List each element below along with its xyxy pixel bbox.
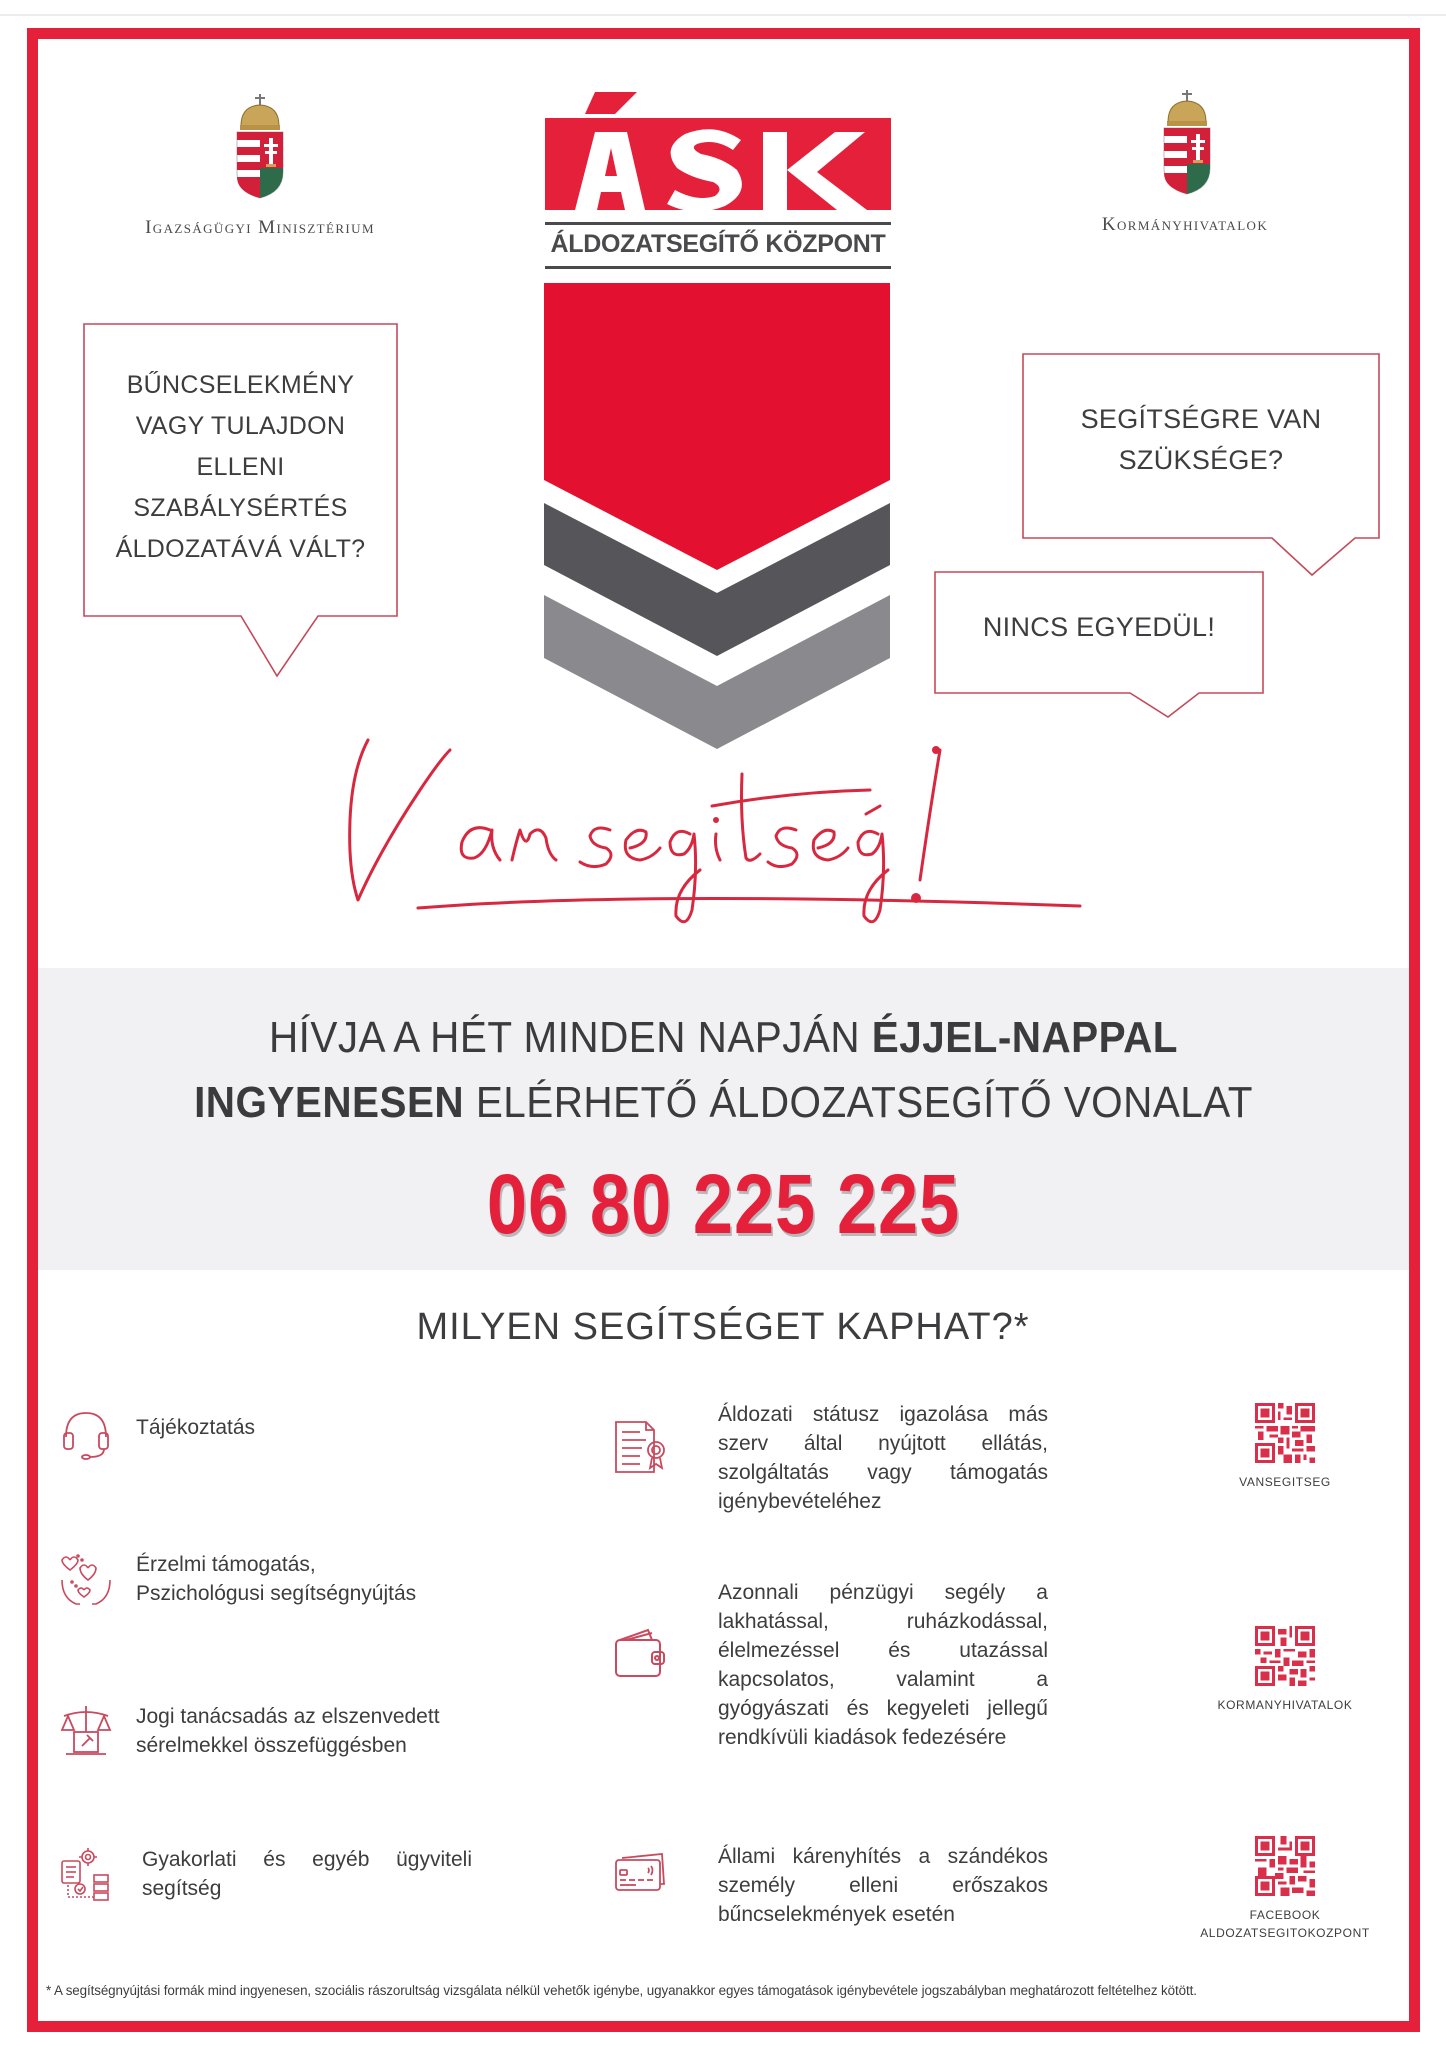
certificate-icon: [612, 1418, 668, 1474]
credit-cards-icon: [612, 1846, 668, 1902]
qr-code-icon[interactable]: [1255, 1836, 1315, 1896]
shield-chevron-graphic: [544, 283, 890, 763]
service-item-information: Tájékoztatás: [58, 1405, 255, 1461]
qr-code-facebook[interactable]: [1175, 1836, 1395, 1942]
service-item-legal-advice: Jogi tanácsadás az elszenvedett sérelmekkel összefüggésben: [58, 1702, 440, 1760]
footnote: * A segítségnyújtási formák mind ingyenesen, szociális rászorultság vizsgálata nélkül vehetők igénybe, ugyanakkor egyes támogatások igénybevétele jogszabályban meghatározott feltételhez kötött.: [46, 1983, 1197, 1998]
logo-rule-bottom: [545, 266, 891, 269]
logo-rule-top: [545, 222, 891, 225]
hotline-line-2: INGYENESEN ELÉRHETŐ ÁLDOZATSEGÍTŐ VONALAT: [194, 1078, 1253, 1127]
service-item-state-compensation: Állami kárenyhítés a szándékos személy elleni erőszakos bűncselekmények esetén: [612, 1842, 1048, 1929]
headset-icon: [58, 1405, 114, 1461]
qr-code-icon[interactable]: [1255, 1403, 1315, 1463]
government-offices-label: Kormányhivatalok: [1101, 214, 1269, 235]
ministry-of-justice-label: Igazságügyi Minisztérium: [145, 217, 375, 238]
hearts-hands-icon: [58, 1550, 114, 1606]
bubble-text: BŰNCSELEKMÉNY VAGY TULAJDON ELLENI SZABÁLYSÉRTÉS ÁLDOZATÁVÁ VÁLT?: [115, 371, 366, 563]
wallet-icon: [612, 1626, 668, 1682]
gear-documents-icon: [58, 1845, 114, 1901]
bubble-text: NINCS EGYEDÜL!: [982, 612, 1216, 642]
hotline-line-1: HÍVJA A HÉT MINDEN NAPJÁN ÉJJEL-NAPPAL: [268, 1013, 1178, 1062]
service-item-victim-status-certificate: Áldozati státusz igazolása más szerv által nyújtott ellátás, szolgáltatás vagy támogatás igénybevételéhez: [612, 1400, 1048, 1516]
service-item-emotional-support: Érzelmi támogatás, Pszichológusi segítségnyújtás: [58, 1550, 416, 1608]
hungarian-coat-of-arms-icon: [233, 92, 287, 202]
hotline-phone-number[interactable]: 06 80 225 225: [486, 1157, 961, 1251]
speech-bubble-need-help: [1022, 353, 1380, 578]
bubble-text: SEGÍTSÉGRE VAN SZÜKSÉGE?: [1080, 404, 1322, 475]
qr-code-vansegitseg[interactable]: [1175, 1403, 1395, 1491]
services-heading: MILYEN SEGÍTSÉGET KAPHAT?*: [416, 1306, 1030, 1348]
qr-label: VANSEGITSEG: [1239, 1475, 1331, 1489]
logo-subtitle: ÁLDOZATSEGÍTŐ KÖZPONT: [550, 230, 886, 258]
qr-label: KORMANYHIVATALOK: [1217, 1698, 1353, 1712]
service-item-financial-aid: Azonnali pénzügyi segély a lakhatással, ruházkodással, élelmezéssel és utazással kapcsolatos, valamint a gyógyászati és kegyeleti jellegű rendkívüli kiadások fedezésére: [612, 1578, 1048, 1752]
qr-code-kormanyhivatalok[interactable]: [1175, 1626, 1395, 1714]
hungarian-coat-of-arms-icon: [1160, 88, 1214, 198]
scales-gavel-icon: [58, 1702, 114, 1758]
scan-edge-line: [0, 14, 1446, 16]
qr-code-icon[interactable]: [1255, 1626, 1315, 1686]
hotline-band: [38, 968, 1409, 1270]
speech-bubble-not-alone: [934, 571, 1264, 719]
qr-label: FACEBOOK ALDOZATSEGITOKOZPONT: [1200, 1908, 1370, 1940]
slogan-van-segitseg: [340, 730, 1100, 940]
service-item-practical-help: Gyakorlati és egyéb ügyviteli segítség: [58, 1845, 472, 1903]
speech-bubble-victim-question: [83, 323, 398, 678]
ask-logo: [545, 92, 891, 210]
